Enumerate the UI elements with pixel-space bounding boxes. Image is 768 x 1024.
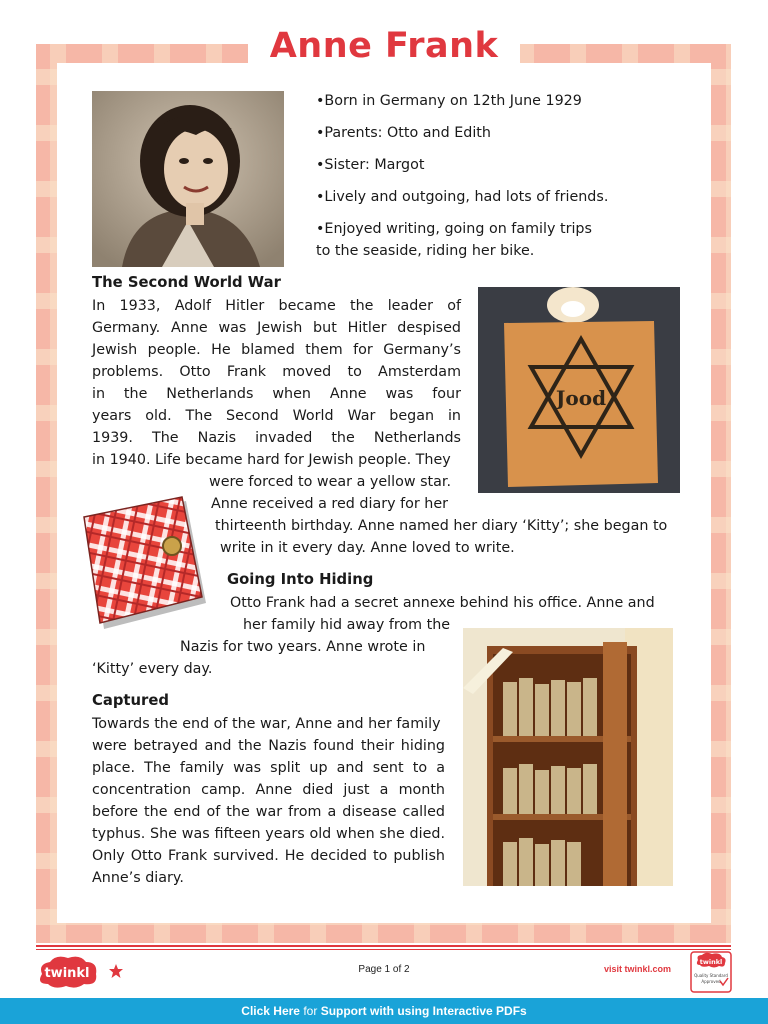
red-diary-illustration bbox=[82, 493, 210, 635]
support-for: for bbox=[303, 1004, 318, 1018]
anne-portrait-photo bbox=[92, 91, 284, 267]
badge-logo-text: twinkl bbox=[699, 958, 723, 966]
star-label: Jood bbox=[555, 386, 607, 410]
captured-paragraph-line: place. The family was split up and sent to a bbox=[92, 760, 445, 776]
yellow-star-badge-photo bbox=[478, 287, 680, 493]
twinkl-logo-text: twinkl bbox=[44, 966, 90, 981]
quality-standard-badge bbox=[690, 951, 732, 993]
section-heading-hiding: Going Into Hiding bbox=[227, 571, 374, 588]
badge-line2: Approved bbox=[701, 979, 721, 984]
war-paragraph-line: In 1933, Adolf Hitler became the leader of bbox=[92, 298, 461, 314]
bullet-personality: •Lively and outgoing, had lots of friends. bbox=[316, 189, 609, 205]
war-paragraph-line: in 1940. Life became hard for Jewish people. They bbox=[92, 452, 451, 468]
page-title: Anne Frank bbox=[269, 26, 499, 66]
support-banner[interactable] bbox=[0, 998, 768, 1024]
bullet-hobbies-continued: to the seaside, riding her bike. bbox=[316, 243, 535, 259]
bullet-sister: •Sister: Margot bbox=[316, 157, 425, 173]
war-paragraph-line: years old. The Second World War began in bbox=[92, 408, 461, 424]
war-paragraph-line: Germany. Anne was Jewish but Hitler despised bbox=[92, 320, 461, 336]
star-icon bbox=[108, 963, 124, 979]
captured-paragraph-line: before the end of the war from a disease called bbox=[92, 804, 445, 820]
secret-annexe-bookcase-photo bbox=[463, 628, 673, 886]
footer-divider bbox=[36, 945, 731, 947]
twinkl-logo[interactable] bbox=[36, 954, 100, 988]
war-paragraph-line: Jewish people. He blamed them for Germany’s bbox=[92, 342, 461, 358]
hiding-paragraph-line: ‘Kitty’ every day. bbox=[92, 661, 213, 677]
captured-paragraph-line: were betrayed and the Nazis found their hiding bbox=[92, 738, 445, 754]
bullet-born: •Born in Germany on 12th June 1929 bbox=[316, 93, 582, 109]
badge-line1: Quality Standard bbox=[694, 973, 728, 978]
war-paragraph-line: problems. Otto Frank moved to Amsterdam bbox=[92, 364, 461, 380]
page-number: Page 1 of 2 bbox=[358, 964, 410, 975]
site-link[interactable]: visit twinkl.com bbox=[604, 964, 672, 974]
captured-paragraph-line: concentration camp. Anne died just a month bbox=[92, 782, 445, 798]
footer-divider-thin bbox=[36, 949, 731, 950]
section-heading-war: The Second World War bbox=[92, 274, 281, 291]
war-paragraph-line: write in it every day. Anne loved to write. bbox=[220, 540, 515, 556]
hiding-paragraph-line: Nazis for two years. Anne wrote in bbox=[180, 639, 426, 655]
war-paragraph-line: 1939. The Nazis invaded the Netherlands bbox=[92, 430, 461, 446]
war-paragraph-line: thirteenth birthday. Anne named her diary ‘Kitty’; she began to bbox=[215, 518, 668, 534]
section-heading-captured: Captured bbox=[92, 692, 169, 709]
bullet-hobbies: •Enjoyed writing, going on family trips bbox=[316, 221, 592, 237]
war-paragraph-line: in the Netherlands when Anne was four bbox=[92, 386, 461, 402]
bullet-parents: •Parents: Otto and Edith bbox=[316, 125, 491, 141]
captured-paragraph-line: Towards the end of the war, Anne and her family bbox=[92, 716, 441, 732]
war-paragraph-line: Anne received a red diary for her bbox=[211, 496, 449, 512]
captured-paragraph-line: typhus. She was fifteen years old when she died. bbox=[92, 826, 445, 842]
support-click-here[interactable]: Click Here bbox=[241, 1004, 300, 1018]
captured-paragraph-line: Anne’s diary. bbox=[92, 870, 184, 886]
war-paragraph-line: were forced to wear a yellow star. bbox=[209, 474, 451, 490]
support-text[interactable]: Support with using Interactive PDFs bbox=[320, 1004, 527, 1018]
hiding-paragraph-line: her family hid away from the bbox=[243, 617, 451, 633]
captured-paragraph-line: Only Otto Frank survived. He decided to publish bbox=[92, 848, 445, 864]
hiding-paragraph-line: Otto Frank had a secret annexe behind his office. Anne and bbox=[230, 595, 655, 611]
